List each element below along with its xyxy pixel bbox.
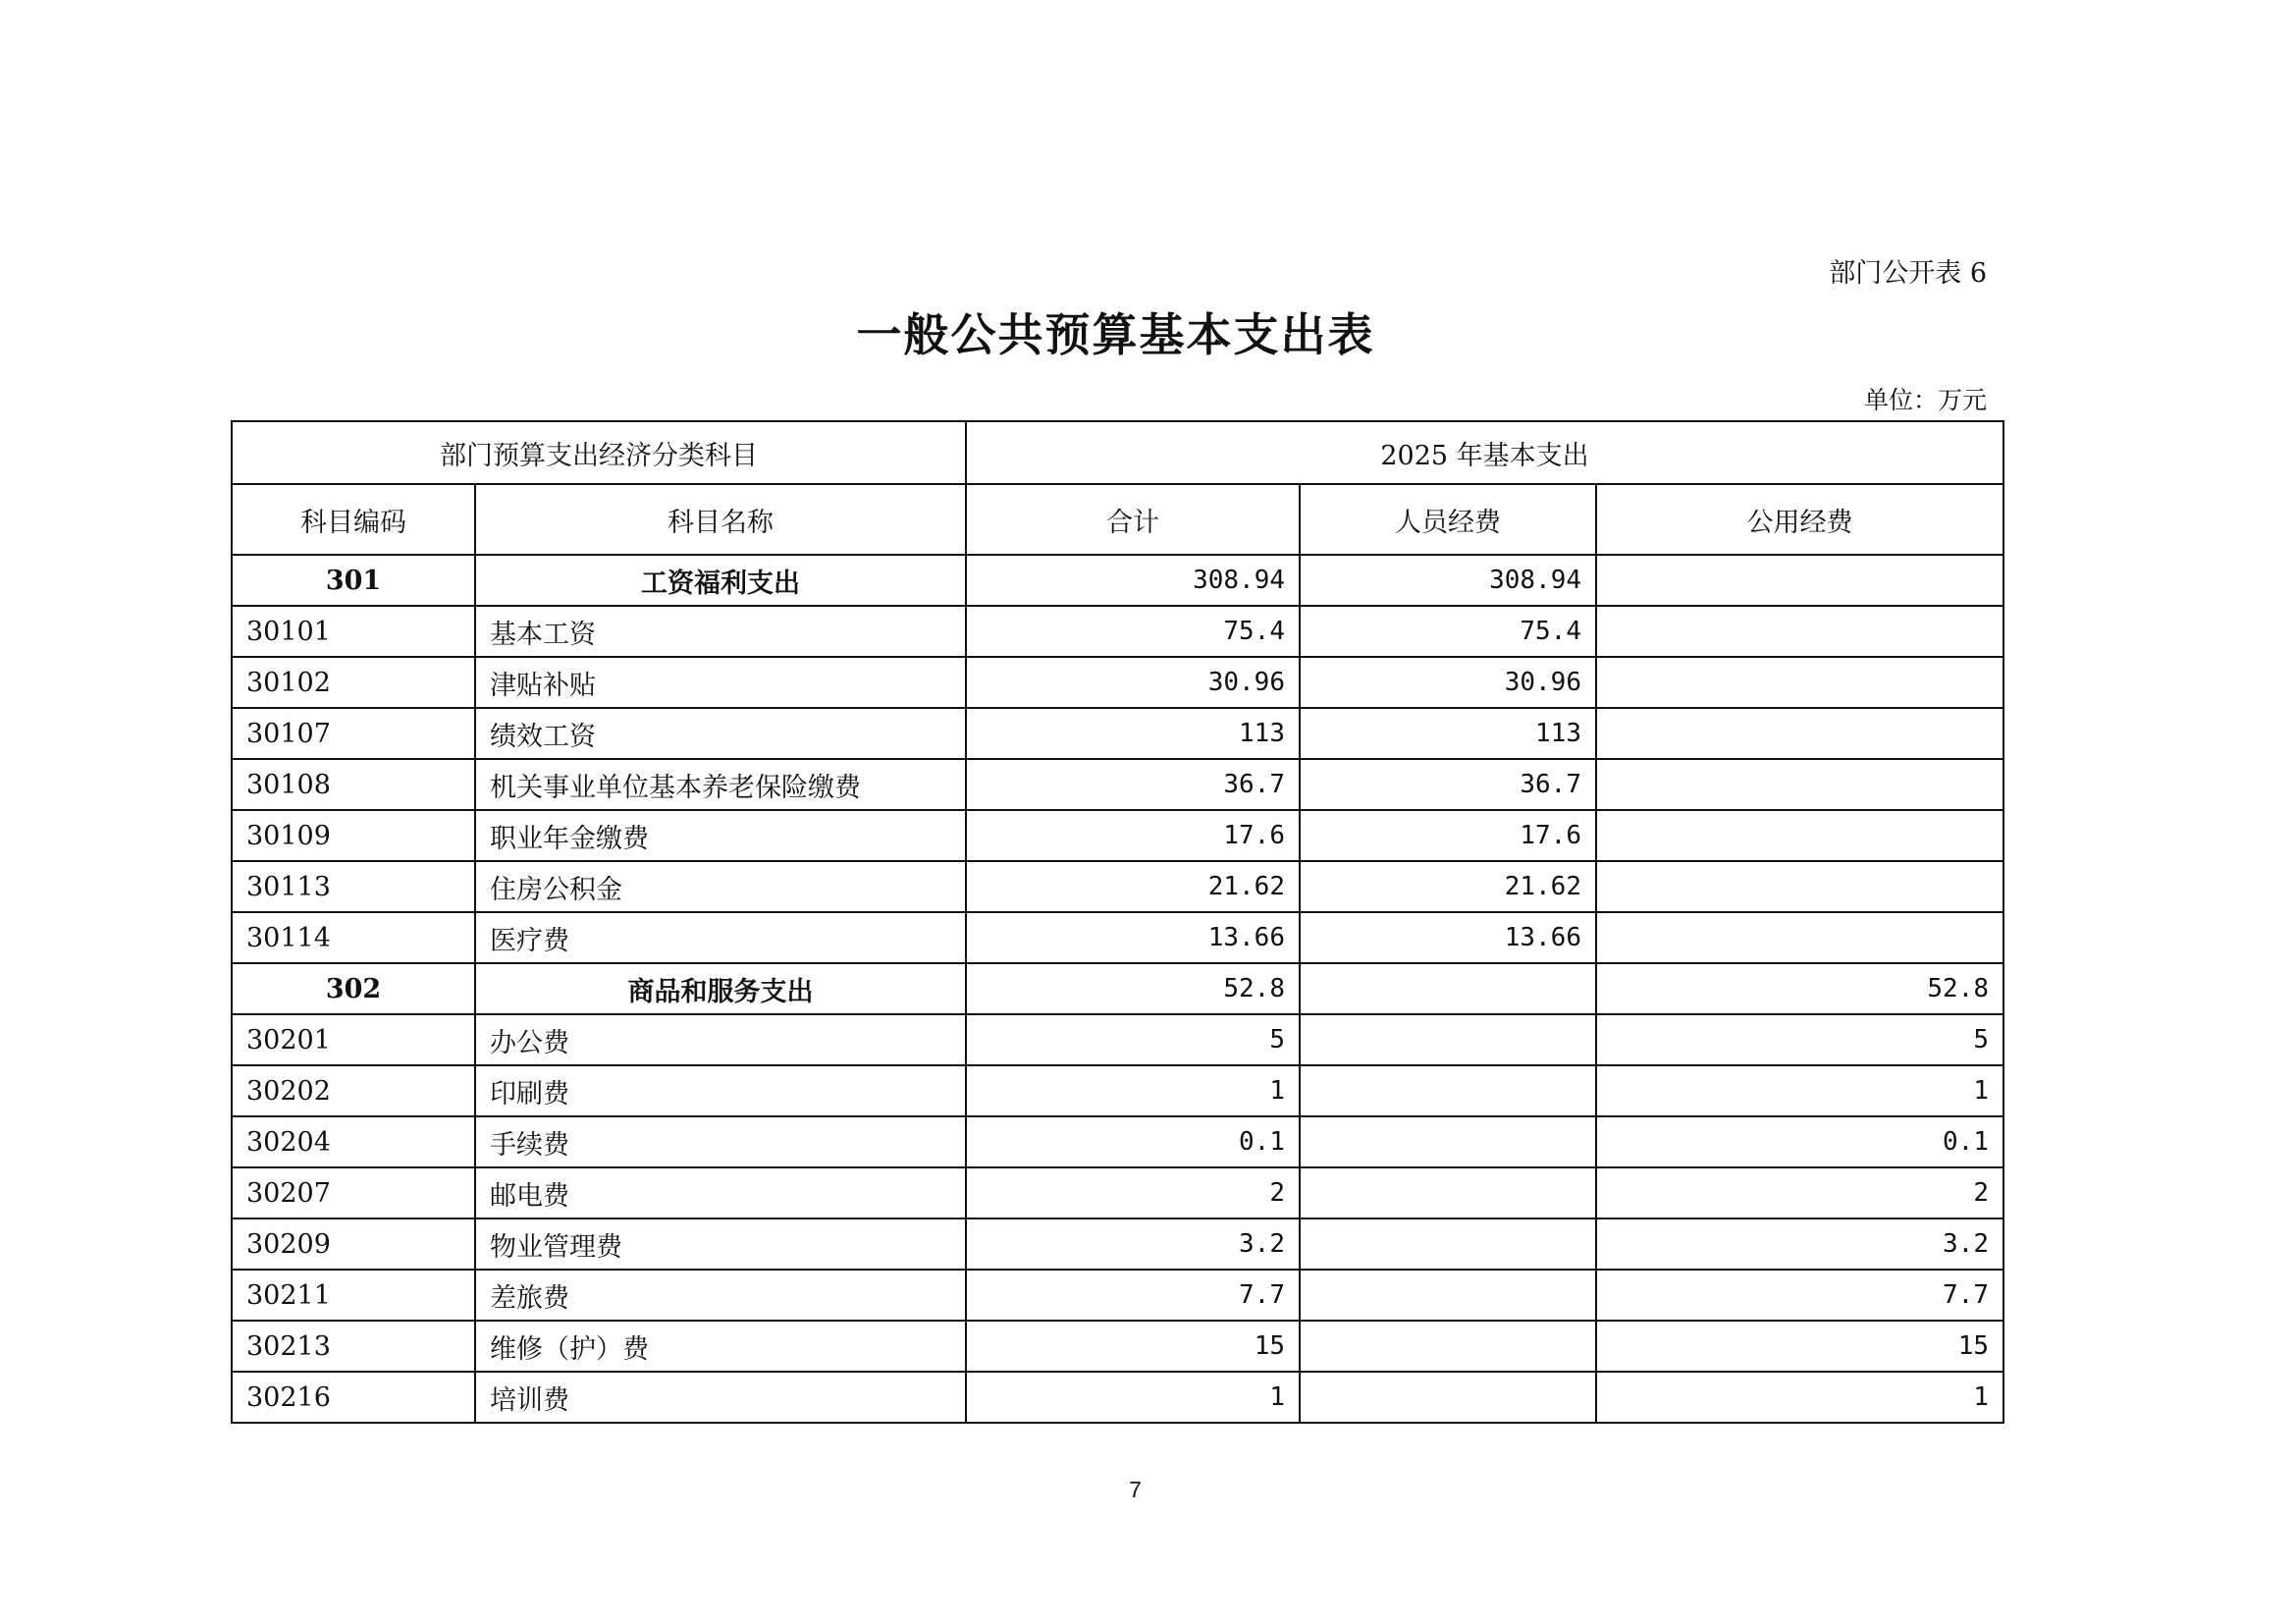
category-row	[232, 963, 2003, 1014]
row-name: 培训费	[475, 1372, 966, 1423]
row-personnel	[1300, 1014, 1596, 1065]
row-personnel	[1300, 1116, 1596, 1167]
row-code: 30211	[232, 1270, 475, 1321]
row-public: 3.2	[1596, 1218, 2003, 1270]
row-public: 0.1	[1596, 1116, 2003, 1167]
table-row	[232, 810, 2003, 861]
column-header-personnel: 人员经费	[1300, 484, 1596, 555]
row-personnel	[1300, 1270, 1596, 1321]
table-row	[232, 1116, 2003, 1167]
category-row	[232, 555, 2003, 606]
page-title: 一般公共预算基本支出表	[856, 308, 1375, 361]
row-name: 差旅费	[475, 1270, 966, 1321]
column-header-public: 公用经费	[1596, 484, 2003, 555]
table-row	[232, 1014, 2003, 1065]
row-code: 30101	[232, 606, 475, 657]
row-personnel: 13.66	[1300, 912, 1596, 963]
row-code: 30216	[232, 1372, 475, 1423]
row-personnel	[1300, 1218, 1596, 1270]
row-name: 手续费	[475, 1116, 966, 1167]
row-personnel	[1300, 1321, 1596, 1372]
row-name: 印刷费	[475, 1065, 966, 1116]
row-total: 30.96	[966, 657, 1300, 708]
row-code: 30204	[232, 1116, 475, 1167]
row-total: 36.7	[966, 759, 1300, 810]
row-code: 30102	[232, 657, 475, 708]
row-public: 2	[1596, 1167, 2003, 1218]
row-code: 30202	[232, 1065, 475, 1116]
row-public	[1596, 759, 2003, 810]
unit-label: 单位：万元	[1863, 386, 1987, 414]
row-public: 5	[1596, 1014, 2003, 1065]
row-name: 机关事业单位基本养老保险缴费	[475, 759, 966, 810]
row-public	[1596, 708, 2003, 759]
row-name: 基本工资	[475, 606, 966, 657]
row-name: 物业管理费	[475, 1218, 966, 1270]
row-code: 30209	[232, 1218, 475, 1270]
row-name: 住房公积金	[475, 861, 966, 912]
row-personnel: 36.7	[1300, 759, 1596, 810]
row-personnel: 30.96	[1300, 657, 1596, 708]
row-public: 1	[1596, 1065, 2003, 1116]
row-code: 302	[232, 963, 475, 1014]
column-header-name: 科目名称	[475, 484, 966, 555]
row-code: 30107	[232, 708, 475, 759]
row-personnel	[1300, 1372, 1596, 1423]
form-number: 部门公开表 6	[1829, 258, 1987, 289]
row-personnel	[1300, 1065, 1596, 1116]
row-name: 津贴补贴	[475, 657, 966, 708]
table-row	[232, 1065, 2003, 1116]
table-row	[232, 1218, 2003, 1270]
row-total: 5	[966, 1014, 1300, 1065]
row-code: 30108	[232, 759, 475, 810]
row-name: 职业年金缴费	[475, 810, 966, 861]
row-code: 30114	[232, 912, 475, 963]
row-public	[1596, 606, 2003, 657]
row-total: 3.2	[966, 1218, 1300, 1270]
row-public: 1	[1596, 1372, 2003, 1423]
row-personnel: 21.62	[1300, 861, 1596, 912]
row-total: 1	[966, 1372, 1300, 1423]
basic-expenditure-header: 2025 年基本支出	[966, 421, 2003, 484]
row-code: 301	[232, 555, 475, 606]
row-name: 邮电费	[475, 1167, 966, 1218]
budget-table	[231, 420, 2004, 1424]
table-row	[232, 1321, 2003, 1372]
row-code: 30109	[232, 810, 475, 861]
row-personnel	[1300, 963, 1596, 1014]
row-total: 308.94	[966, 555, 1300, 606]
row-total: 2	[966, 1167, 1300, 1218]
row-name: 医疗费	[475, 912, 966, 963]
row-public	[1596, 810, 2003, 861]
table-row	[232, 759, 2003, 810]
column-header-row	[232, 484, 2003, 555]
row-personnel: 308.94	[1300, 555, 1596, 606]
row-public	[1596, 861, 2003, 912]
row-personnel	[1300, 1167, 1596, 1218]
row-personnel: 75.4	[1300, 606, 1596, 657]
page-number: 7	[1129, 1477, 1142, 1502]
table-row	[232, 861, 2003, 912]
row-public	[1596, 657, 2003, 708]
table-row	[232, 708, 2003, 759]
row-public	[1596, 912, 2003, 963]
row-total: 17.6	[966, 810, 1300, 861]
table-row	[232, 1270, 2003, 1321]
row-code: 30113	[232, 861, 475, 912]
row-code: 30207	[232, 1167, 475, 1218]
row-personnel: 17.6	[1300, 810, 1596, 861]
row-total: 15	[966, 1321, 1300, 1372]
row-code: 30213	[232, 1321, 475, 1372]
row-name: 商品和服务支出	[475, 963, 966, 1014]
row-public: 52.8	[1596, 963, 2003, 1014]
row-total: 113	[966, 708, 1300, 759]
row-name: 工资福利支出	[475, 555, 966, 606]
row-total: 0.1	[966, 1116, 1300, 1167]
row-total: 21.62	[966, 861, 1300, 912]
table-row	[232, 912, 2003, 963]
row-public: 7.7	[1596, 1270, 2003, 1321]
table-row	[232, 606, 2003, 657]
column-header-code: 科目编码	[232, 484, 475, 555]
row-name: 办公费	[475, 1014, 966, 1065]
row-public: 15	[1596, 1321, 2003, 1372]
row-public	[1596, 555, 2003, 606]
table-row	[232, 1372, 2003, 1423]
row-code: 30201	[232, 1014, 475, 1065]
column-header-total: 合计	[966, 484, 1300, 555]
group-header-row	[232, 421, 2003, 484]
row-total: 7.7	[966, 1270, 1300, 1321]
table-row	[232, 1167, 2003, 1218]
row-total: 1	[966, 1065, 1300, 1116]
economic-category-header: 部门预算支出经济分类科目	[232, 421, 966, 484]
row-total: 52.8	[966, 963, 1300, 1014]
row-personnel: 113	[1300, 708, 1596, 759]
row-name: 维修（护）费	[475, 1321, 966, 1372]
table-row	[232, 657, 2003, 708]
row-name: 绩效工资	[475, 708, 966, 759]
row-total: 13.66	[966, 912, 1300, 963]
row-total: 75.4	[966, 606, 1300, 657]
